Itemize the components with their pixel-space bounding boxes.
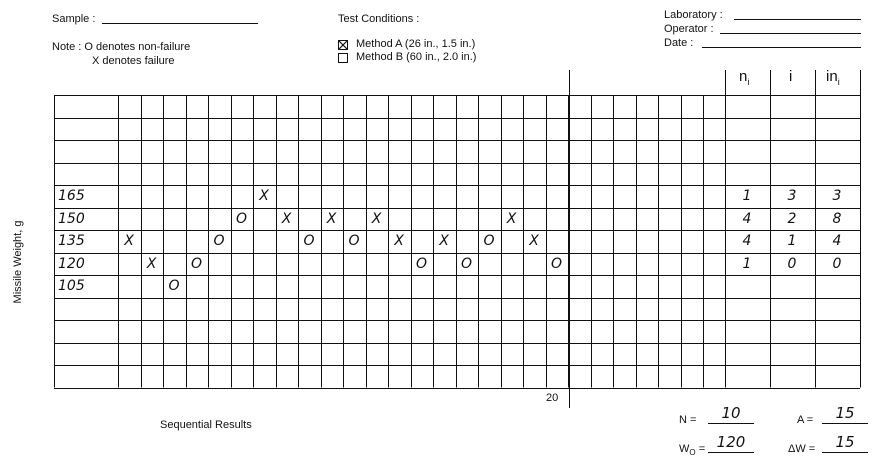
non-failure-mark: O [460,255,473,272]
date-label: Date : [664,37,694,49]
tally-i-value: 2 [787,210,797,227]
non-failure-mark: O [483,233,495,249]
w0-underline [708,452,754,453]
failure-mark: X [281,210,292,227]
failure-mark: X [146,255,157,272]
tally-ni-value: 4 [742,210,752,227]
non-failure-mark: O [235,210,248,227]
tally-ni-value: 1 [742,188,752,204]
method-a-label: Method A (26 in., 1.5 in.) [356,38,476,50]
laboratory-label: Laboratory : [664,9,723,21]
tally-ini-value: 4 [832,233,842,249]
failure-mark: X [124,233,134,249]
tally-i-value: 1 [787,233,797,249]
failure-mark: X [439,233,449,249]
w0-value: 120 [716,433,746,451]
test-conditions-label: Test Conditions : [338,13,420,25]
failure-mark: X [259,188,269,204]
non-failure-mark: O [168,278,180,294]
tally-ni-value: 4 [742,233,752,249]
ini-header: $in_i$ [826,68,840,87]
weight-label: 150 [58,210,85,227]
tally-ini-value: 0 [832,255,842,272]
weight-label: 105 [58,278,85,294]
non-failure-mark: O [303,233,315,249]
failure-mark: X [371,210,382,227]
a-underline [822,423,868,424]
delta-w-label: ΔW = [788,443,816,455]
failure-mark: X [394,233,404,249]
non-failure-mark: O [348,233,360,249]
non-failure-mark: O [550,255,563,272]
w0-label: $W_O$ = [679,443,706,458]
failure-mark: X [326,210,337,227]
tally-ini-value: 3 [832,188,842,204]
sequential-results-label: Sequential Results [160,419,252,431]
y-axis-label: Missile Weight, g [12,220,24,304]
a-value: 15 [835,404,855,422]
weight-label: 165 [58,188,85,204]
note-line-2: X denotes failure [92,55,175,67]
method-b-label: Method B (60 in., 2.0 in.) [356,51,477,63]
ni-header: $n_i$ [739,68,750,87]
n-label: N = [679,414,697,426]
non-failure-mark: O [190,255,203,272]
non-failure-mark: O [415,255,428,272]
weight-label: 135 [58,233,85,249]
sample-label: Sample : [52,13,96,25]
i-header: i [789,68,793,85]
n-underline [708,423,754,424]
tally-ni-value: 1 [742,255,752,272]
tally-i-value: 0 [787,255,797,272]
column-20-marker: 20 [546,392,559,404]
failure-mark: X [506,210,517,227]
tally-ini-value: 8 [832,210,842,227]
failure-mark: X [529,233,539,249]
note-line-1: Note : O denotes non-failure [52,41,191,53]
delta-w-underline [822,452,868,453]
delta-w-value: 15 [835,433,855,451]
operator-label: Operator : [664,23,714,35]
a-label: A = [797,414,814,426]
non-failure-mark: O [213,233,225,249]
n-value: 10 [721,404,741,422]
tally-i-value: 3 [787,188,797,204]
weight-label: 120 [58,255,85,272]
